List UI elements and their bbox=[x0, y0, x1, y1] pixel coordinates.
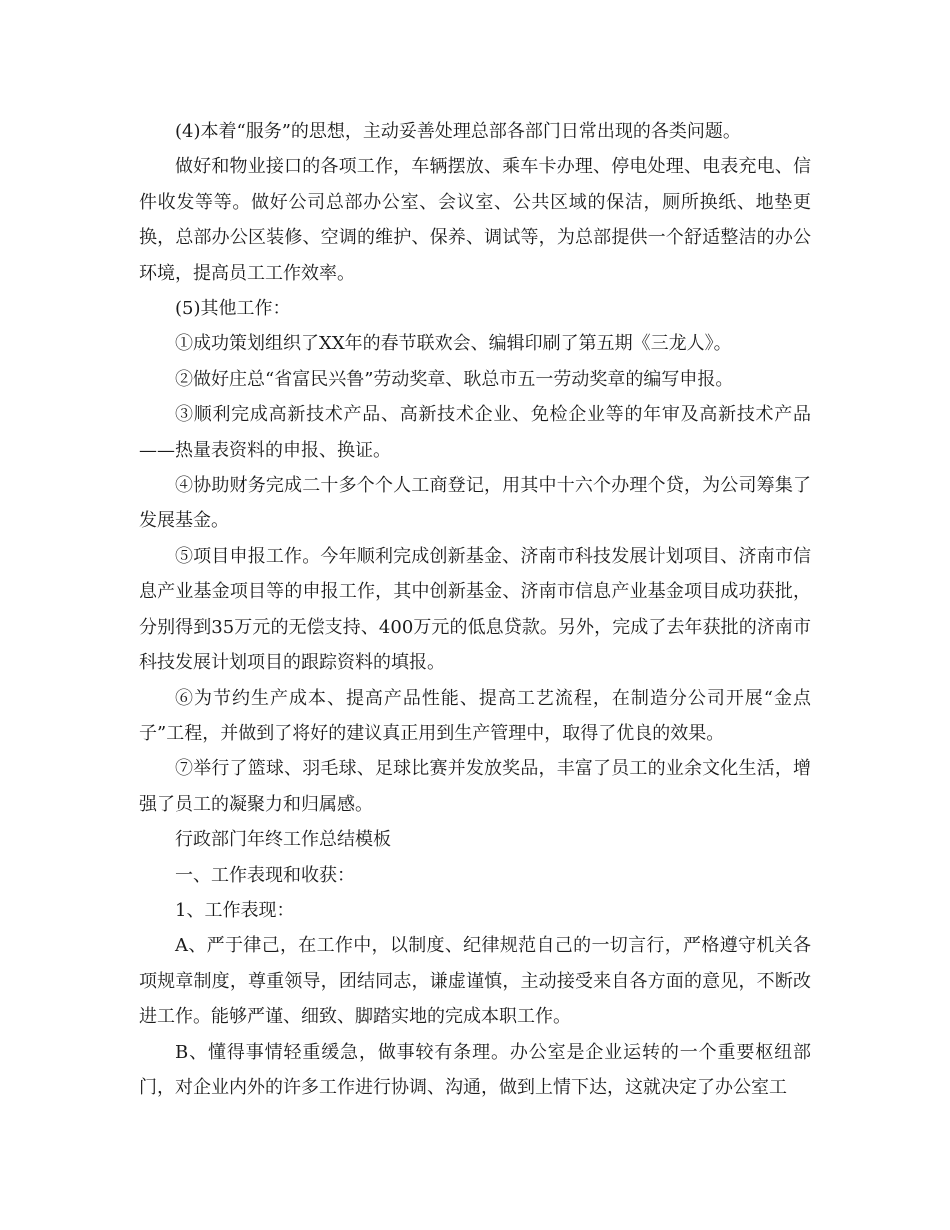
section-heading-1: 一、工作表现和收获： bbox=[175, 864, 355, 886]
document-body bbox=[139, 114, 811, 1105]
paragraph-item-6: ⑥为节约生产成本、提高产品性能、提高工艺流程，在制造分公司开展“金点子”工程，并做到了将好的建议真正用到生产管理中，取得了优良的效果。 bbox=[139, 687, 811, 744]
paragraph-other-work-heading: (5)其他工作： bbox=[175, 298, 291, 320]
paragraph-point-a: A、严于律己，在工作中，以制度、纪律规范自己的一切言行，严格遵守机关各项规章制度，尊重领导，团结同志，谦虚谨慎，主动接受来自各方面的意见，不断改进工作。能够严谨、细致、脚踏实地的完成本职工作。 bbox=[139, 935, 811, 1028]
paragraph-item-7: ⑦举行了篮球、羽毛球、足球比赛并发放奖品，丰富了员工的业余文化生活，增强了员工的凝聚力和归属感。 bbox=[139, 758, 811, 815]
section-title: 行政部门年终工作总结模板 bbox=[175, 829, 391, 851]
paragraph-point-b: B、懂得事情轻重缓急，做事较有条理。办公室是企业运转的一个重要枢纽部门，对企业内外的许多工作进行协调、沟通，做到上情下达，这就决定了办公室工 bbox=[139, 1041, 811, 1098]
paragraph-item-1: ①成功策划组织了XX年的春节联欢会、编辑印刷了第五期《三龙人》。 bbox=[175, 333, 732, 355]
paragraph-service-issues: (4)本着“服务”的思想，主动妥善处理总部各部门日常出现的各类问题。 bbox=[175, 121, 741, 142]
paragraph-item-5: ⑤项目申报工作。今年顺利完成创新基金、济南市科技发展计划项目、济南市信息产业基金项目等的申报工作，其中创新基金、济南市信息产业基金项目成功获批，分别得到35万元的无偿支持、400万元的低息贷款。另外，完成了去年获批的济南市科技发展计划项目的跟踪资料的填报。 bbox=[139, 545, 811, 674]
paragraph-property-interface: 做好和物业接口的各项工作，车辆摆放、乘车卡办理、停电处理、电表充电、信件收发等等。做好公司总部办公室、会议室、公共区域的保洁，厕所换纸、地垫更换，总部办公区装修、空调的维护、保养、调试等，为总部提供一个舒适整洁的办公环境，提高员工工作效率。 bbox=[139, 156, 811, 284]
subsection-heading-1: 1、工作表现： bbox=[175, 899, 295, 921]
paragraph-item-2: ②做好庄总“省富民兴鲁”劳动奖章、耿总市五一劳动奖章的编写申报。 bbox=[175, 368, 734, 390]
paragraph-item-3: ③顺利完成高新技术产品、高新技术企业、免检企业等的年审及高新技术产品——热量表资料的申报、换证。 bbox=[139, 404, 811, 461]
paragraph-item-4: ④协助财务完成二十多个个人工商登记，用其中十六个办理个贷，为公司筹集了发展基金。 bbox=[139, 475, 811, 532]
